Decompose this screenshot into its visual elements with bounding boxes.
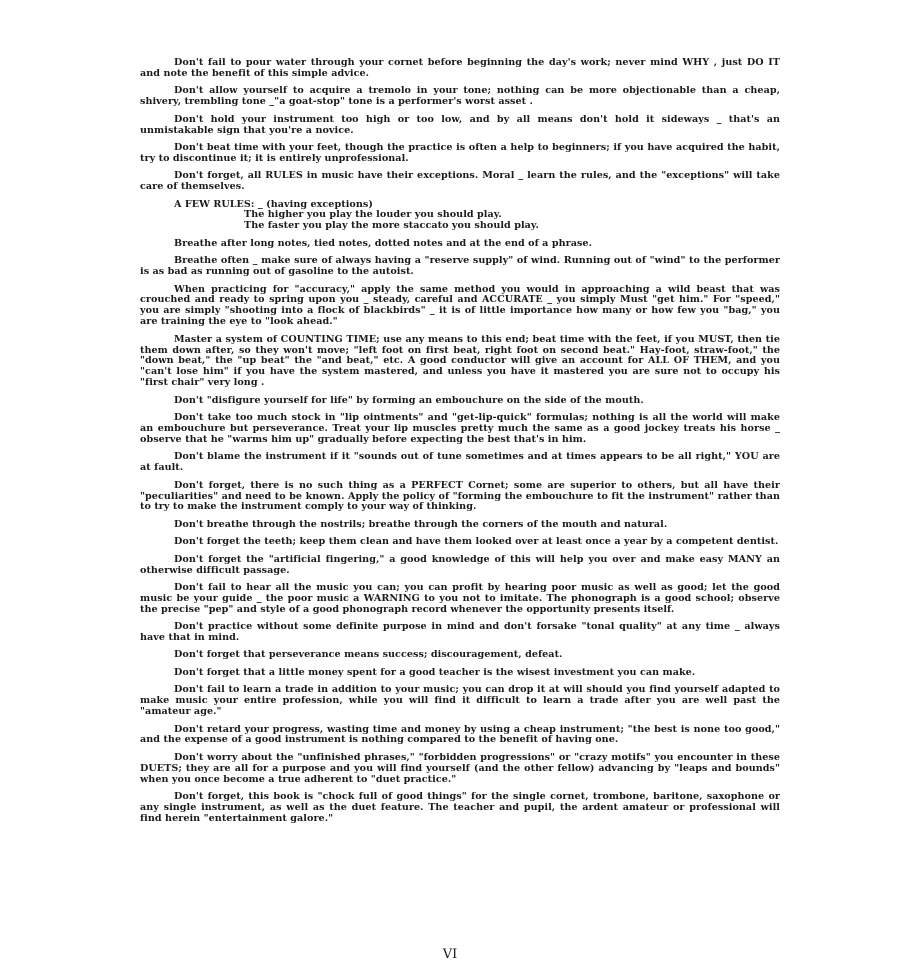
paragraph: Don't forget that a little money spent for a good teacher is the wisest investment you can make. bbox=[174, 666, 696, 678]
paragraph: When practicing for "accuracy," apply the same method you would in approaching a wild beast that was crouched and ready to spring upon you _ steady, careful and ACCURATE _ you simply Must "get him." For "speed," you are simply "shooting into a flock of blackbirds" _ it is of little importance how many or how few you "bag," you are training the eye to "look ahead." bbox=[140, 283, 780, 328]
paragraph: Don't forget the teeth; keep them clean and have them looked over at least once a year by a competent dentist. bbox=[174, 536, 779, 548]
paragraph: Don't beat time with your feet, though the practice is often a help to beginners; if you have acquired the habit, try to discontinue it; it is entirely unprofessional. bbox=[140, 141, 780, 164]
page-body bbox=[140, 58, 780, 831]
rules-block bbox=[140, 200, 780, 233]
paragraph: Don't forget the "artificial fingering," a good knowledge of this will help you over and make easy MANY an otherwise difficult passage. bbox=[140, 553, 780, 576]
page-number: VI bbox=[442, 947, 458, 962]
paragraph: Don't take too much stock in "lip ointments" and "get-lip-quick" formulas; nothing is all the world will make an embouchure but perseverance. Treat your lip muscles pretty much the same as a good jockey treats his horse _ observe that he "warms him up" gradually before expecting the best that's in him. bbox=[140, 412, 780, 445]
paragraph: Don't fail to learn a trade in addition to your music; you can drop it at will should you find yourself adapted to make music your entire profession, while you will find it difficult to learn a trade after you are well past the "amateur age." bbox=[140, 684, 780, 718]
paragraph: Master a system of COUNTING TIME; use any means to this end; beat time with the feet, if you MUST, then tie them down after, so they won't move; "left foot on first beat, right foot on second beat." Hay-foot, straw-foot," the "down beat," the "up beat" the "and beat," etc. A good conductor will give an account for ALL OF THEM, and you "can't lose him" if you have the system mastered, and unless you have it mastered you are sure not to occupy his "first chair" very long . bbox=[140, 333, 780, 389]
paragraph: Don't allow yourself to acquire a tremolo in your tone; nothing can be more objectionable than a cheap, shivery, trembling tone _"a goat-stop" tone is a performer's worst asset . bbox=[140, 85, 780, 108]
paragraph: Don't practice without some definite purpose in mind and don't forsake "tonal quality" at any time _ always have that in mind. bbox=[140, 621, 780, 644]
paragraph: Don't forget that perseverance means success; discouragement, defeat. bbox=[174, 649, 563, 661]
paragraph: Don't "disfigure yourself for life" by forming an embouchure on the side of the mouth. bbox=[174, 394, 644, 406]
paragraph: Don't hold your instrument too high or too low, and by all means don't hold it sideways _ that's an unmistakable sign that you're a novice. bbox=[140, 113, 780, 136]
paragraph: Don't forget, this book is "chock full of good things" for the single cornet, trombone, baritone, saxophone or any single instrument, as well as the duet feature. The teacher and pupil, the ardent amateur or professional will find herein "entertainment galore." bbox=[140, 791, 780, 824]
paragraph: Don't forget, there is no such thing as a PERFECT Cornet; some are superior to others, but all have their "peculiarities" and need to be known. Apply the policy of "forming the embouchure to fit the instrument" rather than to try to make the instrument comply to your way of thinking. bbox=[140, 479, 780, 513]
paragraph: Don't forget, all RULES in music have their exceptions. Moral _ learn the rules, and the "exceptions" will take care of themselves. bbox=[140, 170, 780, 193]
rule-line: The higher you play the louder you should play. bbox=[244, 209, 502, 221]
paragraph: Breathe after long notes, tied notes, dotted notes and at the end of a phrase. bbox=[174, 237, 592, 249]
paragraph: Don't fail to pour water through your cornet before beginning the day's work; never mind WHY , just DO IT and note the benefit of this simple advice. bbox=[140, 57, 780, 79]
paragraph: Don't worry about the "unfinished phrases," "forbidden progressions" or "crazy motifs" you encounter in these DUETS; they are all for a purpose and you will find yourself (and the other fellow) advancing by "leaps and bounds" when you once become a true adherent to "duet practice." bbox=[140, 751, 780, 785]
paragraph: Don't blame the instrument if it "sounds out of tune sometimes and at times appears to be all right," YOU are at fault. bbox=[140, 451, 780, 474]
paragraph: Breathe often _ make sure of always having a "reserve supply" of wind. Running out of "wind" to the performer is as bad as running out of gasoline to the autoist. bbox=[140, 255, 780, 278]
paragraph: Don't fail to hear all the music you can; you can profit by hearing poor music as well as good; let the good music be your guide _ the poor music a WARNING to you not to imitate. The phonograph is a good school; observe the precise "pep" and style of a good phonograph record whenever the opportunity presents itself. bbox=[140, 581, 780, 615]
rule-line: The faster you play the more staccato you should play. bbox=[244, 220, 539, 232]
paragraph: Don't retard your progress, wasting time and money by using a cheap instrument; "the best is none too good," and the expense of a good instrument is nothing compared to the benefit of having one. bbox=[140, 723, 780, 746]
paragraph: Don't breathe through the nostrils; breathe through the corners of the mouth and natural. bbox=[174, 518, 668, 530]
rules-heading: A FEW RULES: _ (having exceptions) bbox=[174, 198, 373, 210]
